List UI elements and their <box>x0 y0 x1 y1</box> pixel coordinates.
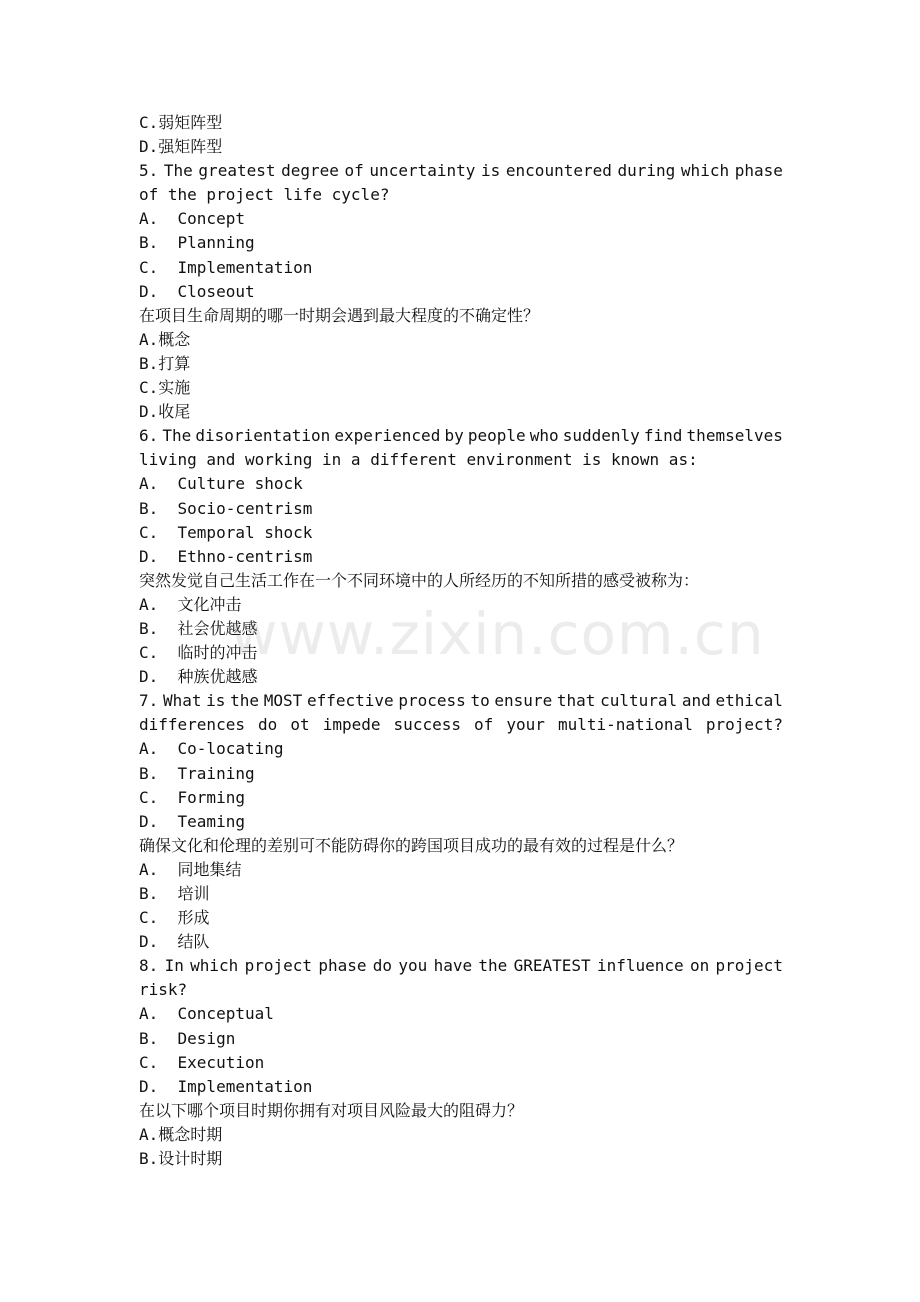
text-line: D.收尾 <box>139 402 191 422</box>
word: find <box>643 426 683 446</box>
word: greatest <box>198 161 276 181</box>
text-line: B. Socio-centrism <box>139 498 313 518</box>
word: which <box>190 956 239 976</box>
text-line: A. Conceptual <box>139 1004 274 1024</box>
text-line: C. 形成 <box>139 908 210 928</box>
text-line: 在以下哪个项目时期你拥有对项目风险最大的阻碍力？ <box>139 1100 524 1120</box>
text-line: D. 结队 <box>139 932 210 952</box>
text-line: C. Forming <box>139 787 245 807</box>
text-line: D. Teaming <box>139 811 245 831</box>
word: experienced <box>334 426 441 446</box>
word: 7. <box>139 691 159 711</box>
word: of <box>344 161 364 181</box>
word: to <box>470 691 490 711</box>
word: disorientation <box>195 426 331 446</box>
word: phase <box>318 956 367 976</box>
word: uncertainty <box>369 161 476 181</box>
watermark: www.zixin.com.cn <box>230 600 765 668</box>
text-line <box>139 424 783 448</box>
word: project <box>244 956 313 976</box>
document-body <box>139 111 783 1171</box>
text-line: C. Execution <box>139 1052 265 1072</box>
text-line: 突然发觉自己生活工作在一个不同环境中的人所经历的不知所措的感受被称为： <box>139 570 700 590</box>
word: encountered <box>505 161 612 181</box>
text-line <box>139 713 783 737</box>
word: have <box>433 956 473 976</box>
text-line: B. Training <box>139 763 255 783</box>
word: the <box>230 691 260 711</box>
word: What <box>162 691 202 711</box>
word: do <box>372 956 393 976</box>
text-line: B. 培训 <box>139 884 210 903</box>
text-line: B. Design <box>139 1028 236 1048</box>
text-line: D. Closeout <box>139 281 255 301</box>
word: In <box>164 956 184 976</box>
word: project? <box>705 715 783 735</box>
word: on <box>689 956 710 976</box>
word: influence <box>596 956 684 976</box>
text-line: C. 临时的冲击 <box>139 643 258 663</box>
text-line: A. 同地集结 <box>139 859 242 879</box>
word: is <box>481 161 501 181</box>
text-line: A. Culture shock <box>139 474 303 494</box>
word: process <box>398 691 466 711</box>
word: 5. <box>139 161 159 181</box>
text-line: C. Temporal shock <box>139 522 313 542</box>
word: The <box>162 426 192 446</box>
text-line: D. 种族优越感 <box>139 667 258 687</box>
word: the <box>478 956 508 976</box>
word: and <box>681 691 711 711</box>
word: cultural <box>600 691 678 711</box>
word: you <box>398 956 428 976</box>
text-line: A. Co-locating <box>139 739 284 759</box>
text-line: B. 社会优越感 <box>139 618 258 638</box>
word: degree <box>281 161 339 181</box>
word: impede <box>322 715 381 735</box>
text-line: D.强矩阵型 <box>139 137 223 157</box>
text-line: C. Implementation <box>139 257 313 277</box>
word: is <box>206 691 226 711</box>
word: The <box>163 161 193 181</box>
word: ensure <box>494 691 553 711</box>
text-line <box>139 954 783 978</box>
word: people <box>467 426 526 446</box>
text-line: A.概念时期 <box>139 1124 223 1144</box>
word: themselves <box>686 426 783 446</box>
text-line: risk? <box>139 980 188 1000</box>
text-line: B.打算 <box>139 353 191 373</box>
word: 6. <box>139 426 159 446</box>
word: phase <box>734 161 783 181</box>
text-line: B. Planning <box>139 233 255 253</box>
text-line: A. Concept <box>139 209 245 229</box>
text-line: living and working in a different environment is known as: <box>139 450 698 470</box>
word: effective <box>306 691 394 711</box>
text-line: C.实施 <box>139 378 191 398</box>
word: by <box>444 426 464 446</box>
word: suddenly <box>562 426 640 446</box>
word: that <box>556 691 596 711</box>
word: do <box>258 715 278 735</box>
word: which <box>680 161 730 181</box>
text-line: C.弱矩阵型 <box>139 113 223 132</box>
word: 8. <box>139 956 159 976</box>
word: success <box>393 715 461 735</box>
word: GREATEST <box>513 956 591 976</box>
text-line: B.设计时期 <box>139 1149 223 1169</box>
text-line <box>139 689 783 713</box>
text-line: of the project life cycle? <box>139 185 390 205</box>
word: ethical <box>715 691 783 711</box>
text-line: 在项目生命周期的哪一时期会遇到最大程度的不确定性？ <box>139 305 540 325</box>
text-line: D. Ethno-centrism <box>139 546 313 566</box>
word: project <box>715 956 783 976</box>
word: during <box>617 161 676 181</box>
word: multi-national <box>557 715 693 735</box>
word: differences <box>139 715 245 735</box>
text-line: D. Implementation <box>139 1076 313 1096</box>
word: of <box>474 715 494 735</box>
word: MOST <box>263 691 303 711</box>
word: your <box>506 715 545 735</box>
text-line: A. 文化冲击 <box>139 594 242 614</box>
text-line <box>139 159 783 183</box>
text-line: 确保文化和伦理的差别可不能防碍你的跨国项目成功的最有效的过程是什么？ <box>139 835 684 855</box>
word: who <box>529 426 559 446</box>
text-line: A.概念 <box>139 329 191 349</box>
word: ot <box>290 715 310 735</box>
